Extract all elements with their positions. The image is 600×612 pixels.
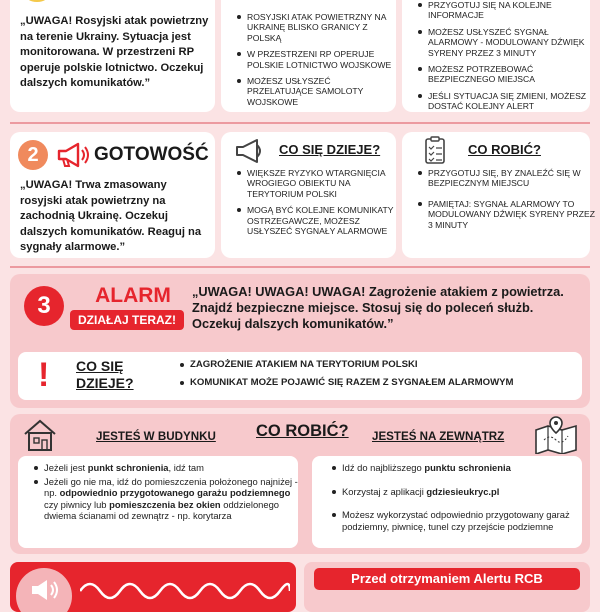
bold-text: gdziesieukryc.pl: [426, 485, 500, 497]
level1-what-happens-card: [221, 0, 396, 112]
title-line: DZIEJE?: [76, 375, 134, 391]
level3-title: ALARM: [95, 284, 171, 307]
siren-banner: [10, 562, 296, 612]
list-item: MOŻESZ POTRZEBOWAĆ BEZPIECZNEGO MIEJSCA: [428, 64, 596, 85]
rcb-alert-title: Przed otrzymaniem Alertu RCB: [314, 568, 580, 590]
level1-what-happens-list: [235, 12, 399, 113]
level2-number-badge: 2: [18, 140, 48, 170]
list-item: MOGĄ BYĆ KOLEJNE KOMUNIKATY OSTRZEGAWCZE, MOŻESZ USŁYSZEĆ SYGNAŁY ALARMOWE: [247, 205, 399, 236]
act-now-badge: DZIAŁAJ TERAZ!: [70, 310, 184, 330]
level2-what-happens-list: [235, 168, 399, 242]
in-building-title: JESTEŚ W BUDYNKU: [96, 430, 216, 443]
bold-text: pomieszczenia bez okien: [109, 498, 221, 510]
divider: [10, 266, 590, 268]
level1-what-to-do-list: [416, 0, 596, 118]
title-line: CO SIĘ: [76, 358, 124, 374]
bold-text: punkt schronienia: [87, 462, 169, 473]
outside-card: [312, 456, 582, 548]
level2-quote: „UWAGA! Trwa zmasowany rosyjski atak powietrzny na zachodnią Ukrainę. Oczekuj dalszych komunikatów. Reaguj na sygnały alarmowe.”: [20, 179, 202, 254]
list-item: ROSYJSKI ATAK POWIETRZNY NA UKRAINĘ BLISKO GRANICY Z POLSKĄ: [247, 12, 399, 43]
in-building-card: [18, 456, 298, 548]
list-item: [342, 486, 586, 498]
list-item: JEŚLI SYTUACJA SIĘ ZMIENI, MOŻESZ DOSTAĆ KOLEJNY ALERT: [428, 91, 596, 112]
list-item: MOŻESZ USŁYSZEĆ SYGNAŁ ALARMOWY - MODULOWANY DŹWIĘK SYRENY PRZEZ 3 MINUTY: [428, 27, 596, 58]
level2-quote-card: [10, 132, 215, 258]
rcb-alert-panel: [304, 562, 590, 612]
list-item: ZAGROŻENIE ATAKIEM NA TERYTORIUM POLSKI: [190, 360, 590, 370]
level1-badge: [24, 0, 50, 2]
list-item: PAMIĘTAJ: SYGNAŁ ALARMOWY TO MODULOWANY DŹWIĘK SYRENY PRZEZ 3 MINUTY: [428, 199, 598, 230]
map-pin-icon: [534, 416, 578, 454]
house-icon: [22, 418, 58, 452]
list-item: W PRZESTRZENI RP OPERUJE POLSKIE LOTNICTWO WOJSKOWE: [247, 49, 399, 70]
level1-what-to-do-card: [402, 0, 590, 112]
checklist-icon: [424, 136, 446, 164]
level3-what-happens-card: [18, 352, 582, 400]
text: Idź do najbliższego: [342, 462, 425, 473]
megaphone-icon: [56, 142, 90, 168]
level2-what-to-do-card: [402, 132, 595, 258]
level2-what-happens-title: CO SIĘ DZIEJE?: [279, 142, 381, 157]
text: , idź tam: [168, 462, 204, 473]
text: Jeżeli jest: [44, 462, 88, 473]
text: Możesz wykorzystać odpowiednio przygotowany garaż podziemny, piwnicę, tunel czy przejście podziemne: [342, 509, 570, 532]
level1-quote-card: [10, 0, 215, 112]
outside-title: JESTEŚ NA ZEWNĄTRZ: [372, 430, 505, 443]
level2-title: GOTOWOŚĆ: [94, 144, 209, 165]
level2-what-to-do-title: CO ROBIĆ?: [468, 142, 541, 157]
text: Jeżeli go nie ma, idź do pomieszczenia położonego najniżej - np.: [44, 475, 298, 499]
level3-what-to-do-panel: [10, 414, 590, 554]
list-item: [342, 462, 586, 474]
list-item: MOŻESZ USŁYSZEĆ PRZELATUJĄCE SAMOLOTY WOJSKOWE: [247, 76, 399, 107]
level2-what-to-do-list: [416, 168, 598, 236]
speaker-icon: [30, 578, 60, 602]
level2-what-happens-card: [221, 132, 396, 258]
level3-quote: „UWAGA! UWAGA! UWAGA! Zagrożenie atakiem z powietrza. Znajdź bezpieczne miejsce. Stosuj się do poleceń służb. Oczekuj dalszych komunikatów.”: [192, 284, 564, 331]
in-building-list: [32, 462, 302, 528]
level3-what-to-do-title: CO ROBIĆ?: [256, 422, 349, 440]
list-item: [342, 509, 586, 532]
text: oddzielonego dwiema ścianami od zewnątrz - np. korytarza: [44, 498, 280, 522]
siren-wave-icon: [80, 576, 290, 606]
level3-number-badge: 3: [24, 286, 64, 326]
list-item: KOMUNIKAT MOŻE POJAWIĆ SIĘ RAZEM Z SYGNAŁEM ALARMOWYM: [190, 378, 590, 388]
text: czy piwnicy lub: [44, 498, 110, 510]
level3-panel: [10, 274, 590, 408]
bold-text: odpowiednio przygotowanego garażu podziemnego: [59, 487, 291, 499]
level3-what-happens-title: [76, 358, 134, 392]
megaphone-side-icon: [235, 138, 265, 164]
divider: [10, 122, 590, 124]
exclamation-icon: !: [38, 356, 50, 394]
list-item: WIĘKSZE RYZYKO WTARGNIĘCIA WROGIEGO OBIEKTU NA TERYTORIUM POLSKI: [247, 168, 399, 199]
level3-what-happens-list: [178, 360, 590, 395]
list-item: [44, 476, 302, 522]
list-item: PRZYGOTUJ SIĘ NA KOLEJNE INFORMACJE: [428, 0, 596, 21]
level1-quote: „UWAGA! Rosyjski atak powietrzny na terenie Ukrainy. Sytuacja jest monitorowana. W przestrzeni RP operuje polskie lotnictwo. Oczekuj dalszych komunikatów.”: [20, 15, 209, 90]
list-item: PRZYGOTUJ SIĘ, BY ZNALEŹĆ SIĘ W BEZPIECZNYM MIEJSCU: [428, 168, 598, 189]
outside-list: [330, 462, 586, 538]
list-item: [44, 462, 302, 474]
bold-text: punktu schronienia: [424, 462, 511, 473]
text: Korzystaj z aplikacji: [342, 485, 427, 497]
